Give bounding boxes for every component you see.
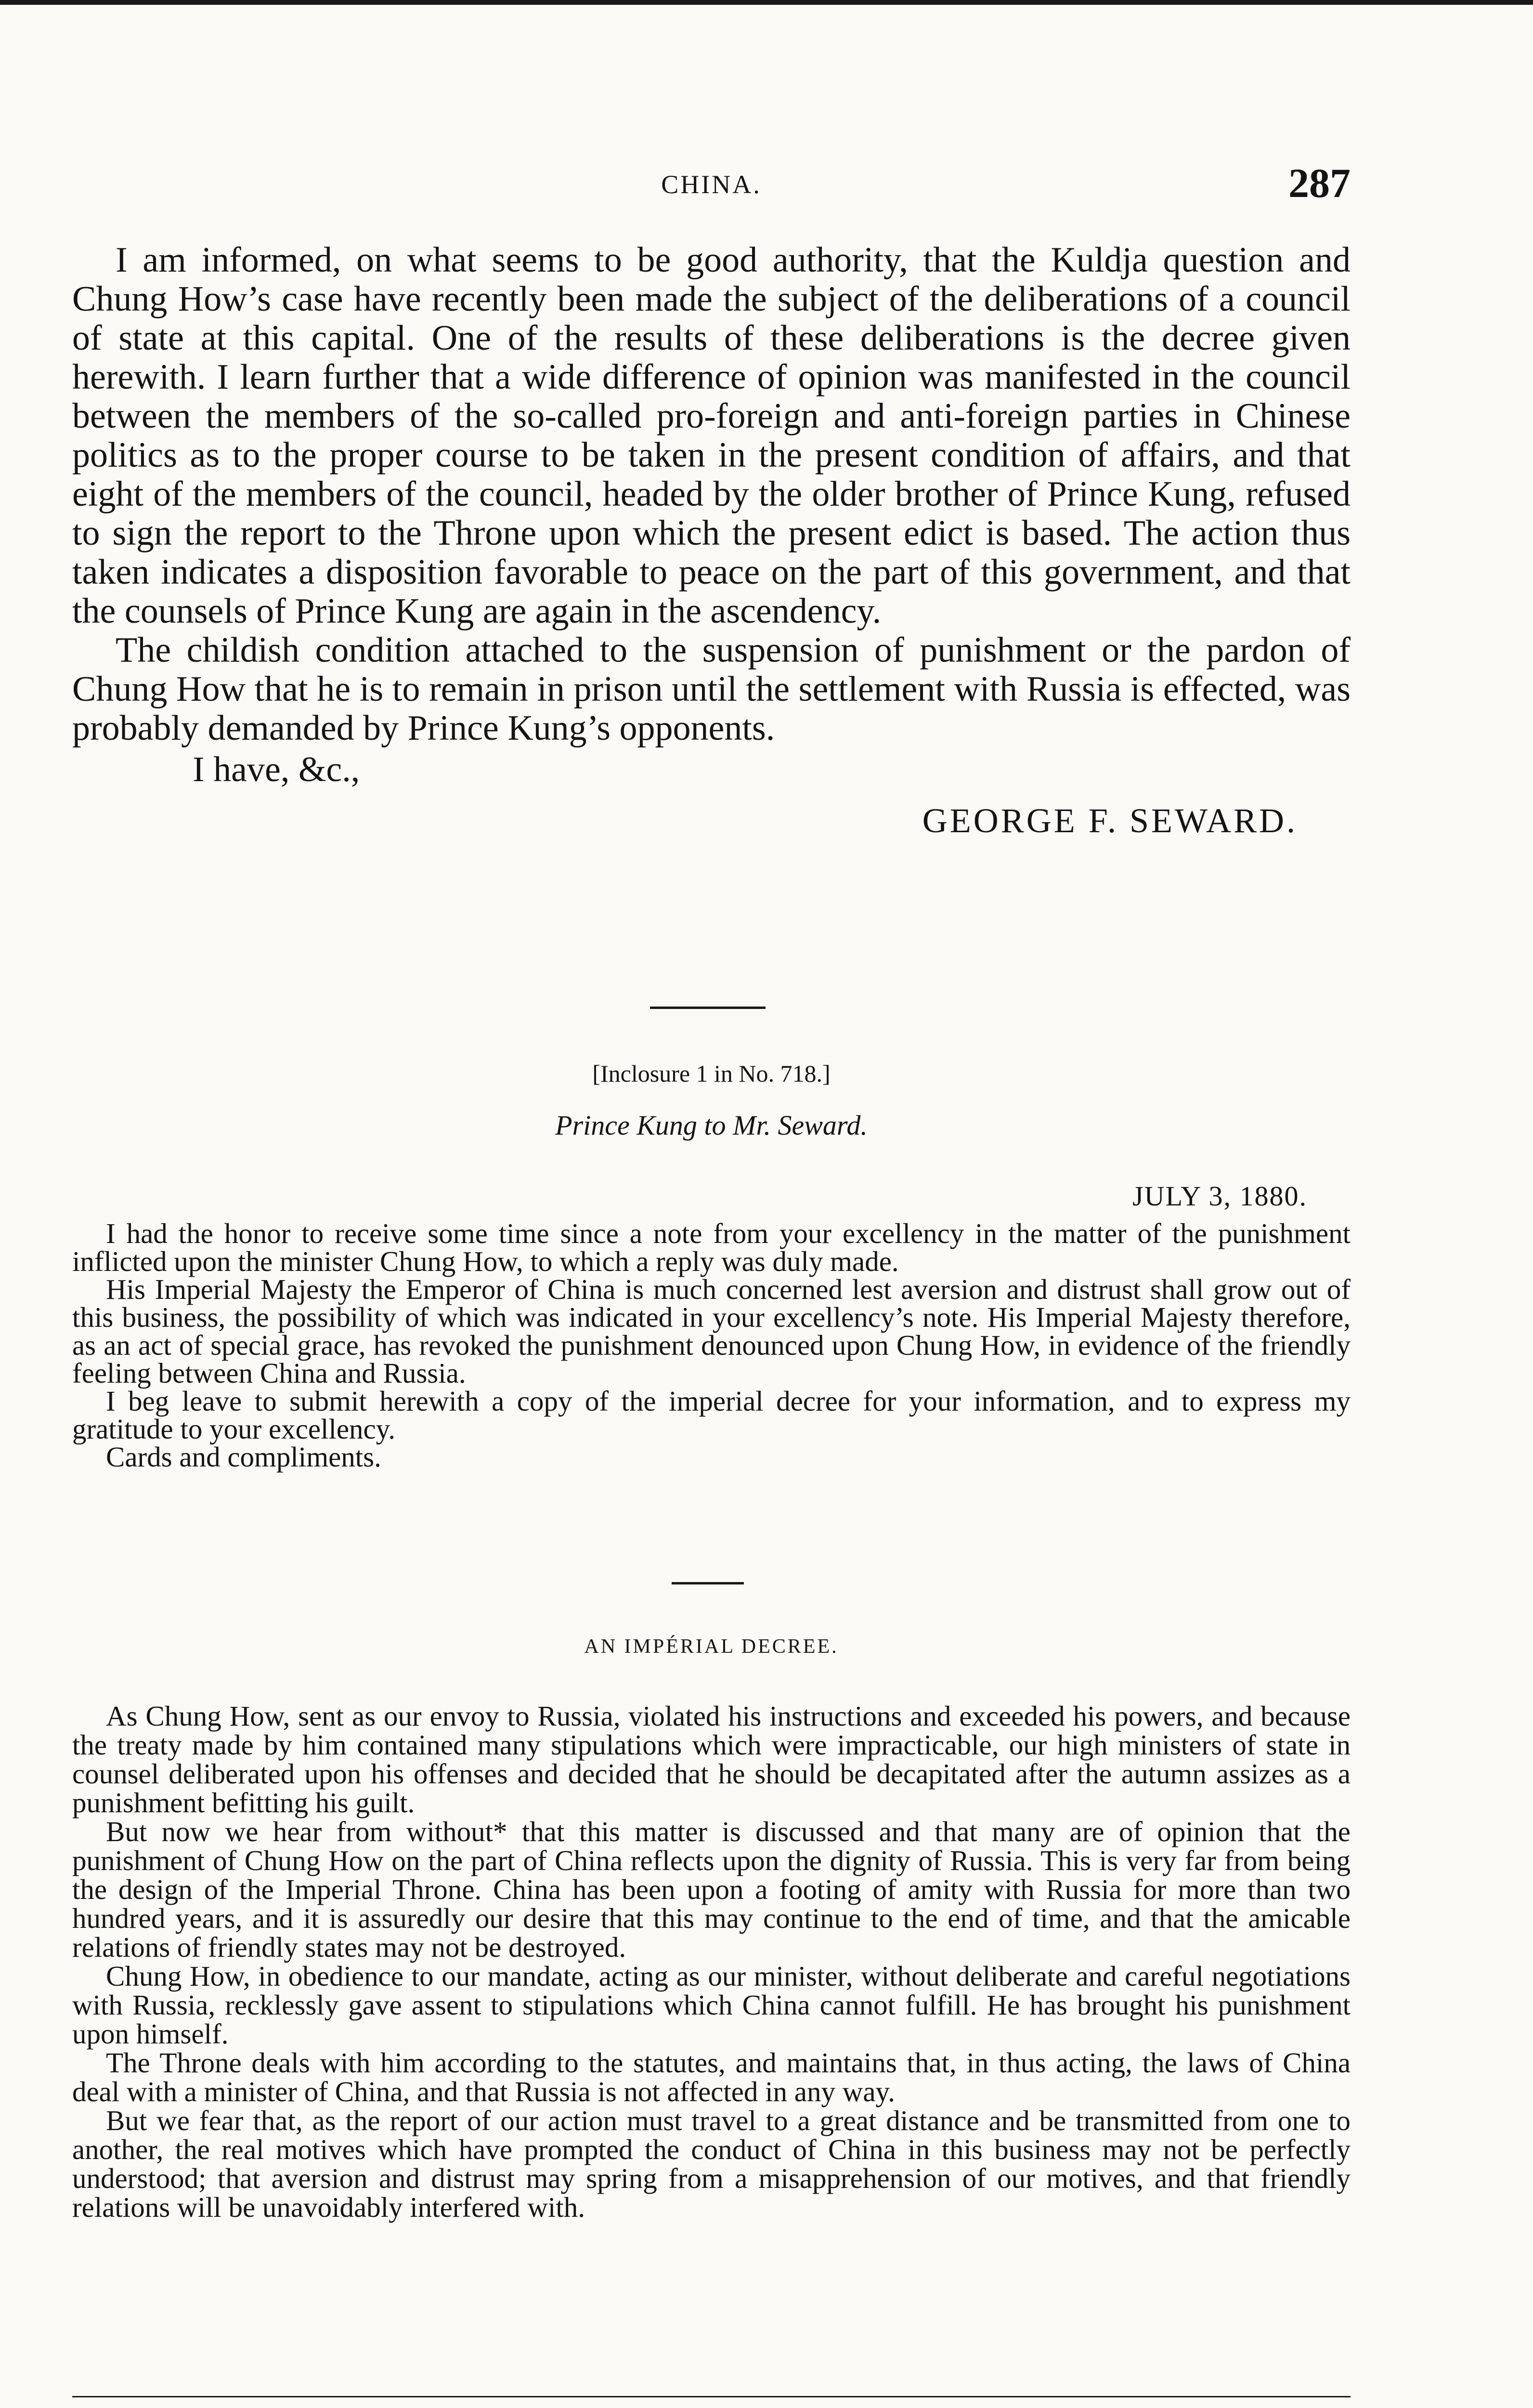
letter-paragraph-1: I am informed, on what seems to be good authority, that the Kuldja question and Chung How’s case have recently been made the subject of the deliberations of a council of state at this capital. One of the results of these deliberations is the decree given herewith. I learn further that a wide difference of opinion was manifested in the council between the members of the so-called pro-foreign and anti-foreign parties in Chinese politics as to the proper course to be taken in the present condition of affairs, and that eight of the members of the council, headed by the older brother of Prince Kung, refused to sign the report to the Throne upon which the present edict is based. The action thus taken indicates a disposition favorable to peace on the part of this government, and that the counsels of Prince Kung are again in the ascendency. bbox=[72, 240, 1351, 631]
inclosure-title: Prince Kung to Mr. Seward. bbox=[555, 1110, 868, 1141]
inclosure-section bbox=[72, 1060, 1351, 1471]
running-header bbox=[72, 159, 1351, 217]
decree-title: AN IMPÉRIAL DECREE. bbox=[584, 1636, 839, 1658]
inclosure-paragraph-3: I beg leave to submit herewith a copy of the imperial decree for your information, and to express my gratitude to your excellency. bbox=[72, 1385, 1351, 1445]
decree-paragraph-4: The Throne deals with him according to the statutes, and maintains that, in thus acting, the laws of China deal with a minister of China, and that Russia is not affected in any way. bbox=[72, 2047, 1351, 2107]
inclosure-label: [Inclosure 1 in No. 718.] bbox=[592, 1060, 831, 1087]
letter-signature: GEORGE F. SEWARD. bbox=[922, 801, 1298, 840]
page-number: 287 bbox=[1288, 160, 1351, 206]
decree-section bbox=[72, 1635, 1351, 2222]
running-title: CHINA. bbox=[661, 170, 762, 199]
decree-paragraph-5: But we fear that, as the report of our action must travel to a great distance and be transmitted from one to another, the real motives which have prompted the conduct of China in this business may not be perfectly understood; that aversion and distrust may spring from a misapprehension of our motives, and that friendly relations will be unavoidably interfered with. bbox=[72, 2105, 1351, 2223]
inclosure-body bbox=[72, 1219, 1351, 1471]
decree-paragraph-3: Chung How, in obedience to our mandate, acting as our minister, without deliberate and careful negotiations with Russia, recklessly gave assent to stipulations which China cannot fulfill. He has brought his punishment upon himself. bbox=[72, 1960, 1351, 2050]
decree-paragraph-2: But now we hear from without* that this matter is discussed and that many are of opinion that the punishment of Chung How on the part of China reflects upon the dignity of Russia. This is very far from being the design of the Imperial Throne. China has been upon a footing of amity with Russia for more than two hundred years, and it is assuredly our desire that this may continue to the end of time, and that the amicable relations of friendly states may not be destroyed. bbox=[72, 1816, 1351, 1963]
inclosure-paragraph-2: His Imperial Majesty the Emperor of China is much concerned lest aversion and distrust shall grow out of this business, the possibility of which was indicated in your excellency’s note. His Imperial Majesty therefore, as an act of special grace, has revoked the punishment denounced upon Chung How, in evidence of the friendly feeling between China and Russia. bbox=[72, 1273, 1351, 1389]
section-divider-2 bbox=[672, 1582, 744, 1584]
letter-body bbox=[72, 241, 1351, 841]
top-border bbox=[0, 0, 1533, 5]
decree-body bbox=[72, 1701, 1351, 2222]
decree-paragraph-1: As Chung How, sent as our envoy to Russia, violated his instructions and exceeded his powers, and because the treaty made by him contained many stipulations which were impracticable, our high ministers of state in counsel deliberated upon his offenses and decided that he should be decapitated after the autumn assizes as a punishment befitting his guilt. bbox=[72, 1700, 1351, 1819]
footnote-divider bbox=[72, 2396, 1351, 2397]
letter-paragraph-2: The childish condition attached to the suspension of punishment or the pardon of Chung How that he is to remain in prison until the settlement with Russia is effected, was probably demanded by Prince Kung’s opponents. bbox=[72, 630, 1351, 748]
letter-closing: I have, &c., bbox=[193, 750, 360, 789]
inclosure-paragraph-1: I had the honor to receive some time since a note from your excellency in the matter of the punishment inflicted upon the minister Chung How, to which a reply was duly made. bbox=[72, 1217, 1351, 1277]
inclosure-paragraph-4: Cards and compliments. bbox=[106, 1441, 381, 1473]
inclosure-date: JULY 3, 1880. bbox=[1132, 1180, 1307, 1212]
section-divider bbox=[650, 1007, 766, 1009]
